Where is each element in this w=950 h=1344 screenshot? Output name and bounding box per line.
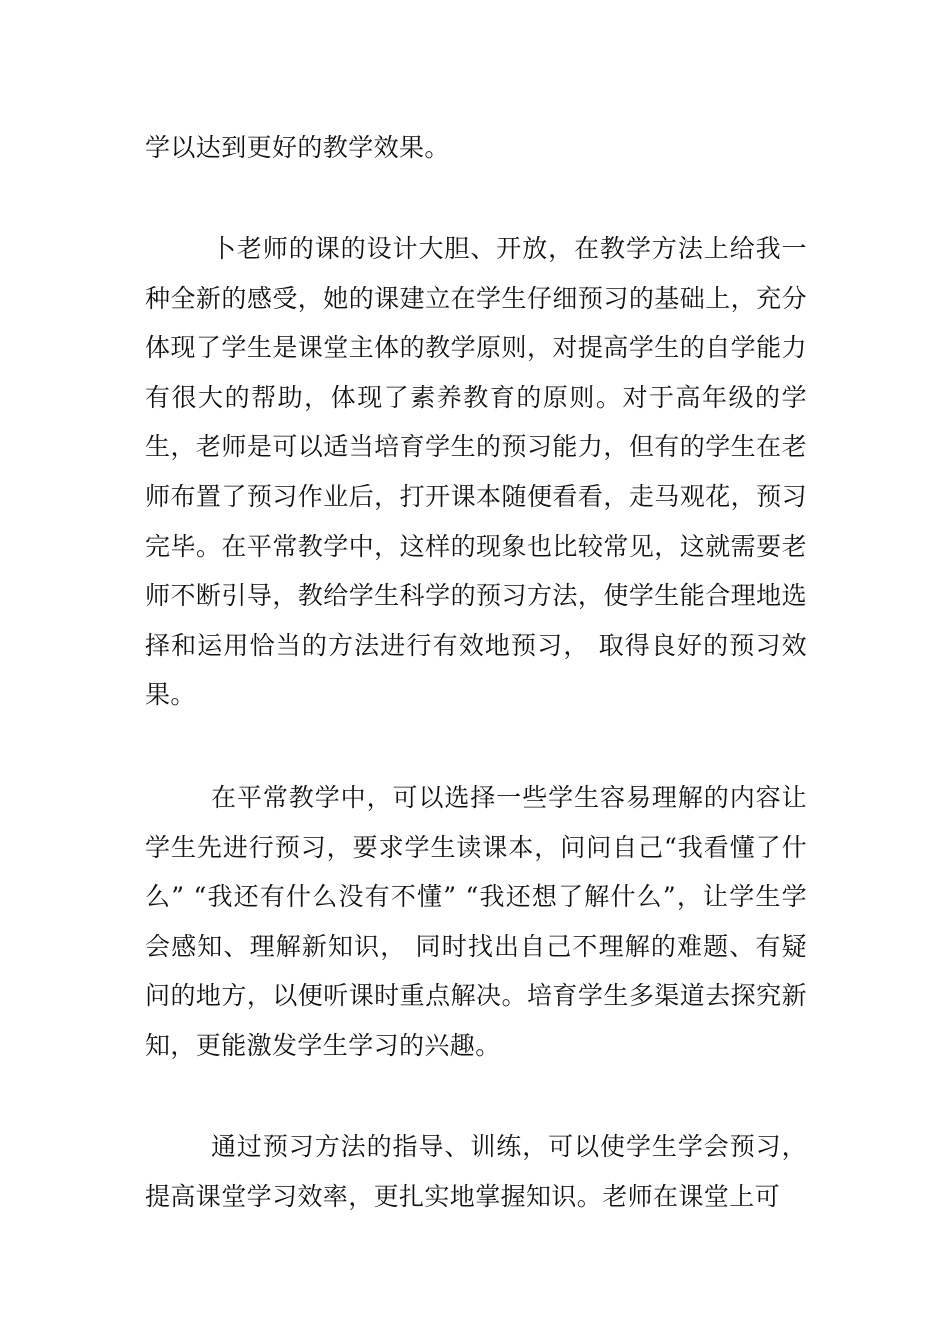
- paragraph-preview-training: 通过预习方法的指导、训练，可以使学生学会预习，提高课堂学习效率，更扎实地掌握知识。老师在课堂上可: [145, 1132, 807, 1211]
- paragraph-preview-method: 在平常教学中，可以选择一些学生容易理解的内容让学生先进行预习，要求学生读课本，问问自己“我看懂了什么” “我还有什么没有不懂” “我还想了解什么”，让学生学会感知、理解新知识， 同时找出自己不理解的难题、有疑问的地方，以便听课时重点解决。培育学生多渠道去探究新知，更能激发学生学习的兴趣。: [145, 783, 807, 1060]
- paragraph-teacher-observation: 卜老师的课的设计大胆、开放，在教学方法上给我一种全新的感受，她的课建立在学生仔细预习的基础上，充分体现了学生是课堂主体的教学原则，对提高学生的自学能力有很大的帮助，体现了素养教育的原则。对于高年级的学生，老师是可以适当培育学生的预习能力，但有的学生在老师布置了预习作业后，打开课本随便看看，走马观花，预习完毕。在平常教学中，这样的现象也比较常见，这就需要老师不断引导，教给学生科学的预习方法，使学生能合理地选择和运用恰当的方法进行有效地预习， 取得良好的预习效果。: [145, 234, 807, 710]
- paragraph-continuation: 学以达到更好的教学效果。: [145, 133, 450, 162]
